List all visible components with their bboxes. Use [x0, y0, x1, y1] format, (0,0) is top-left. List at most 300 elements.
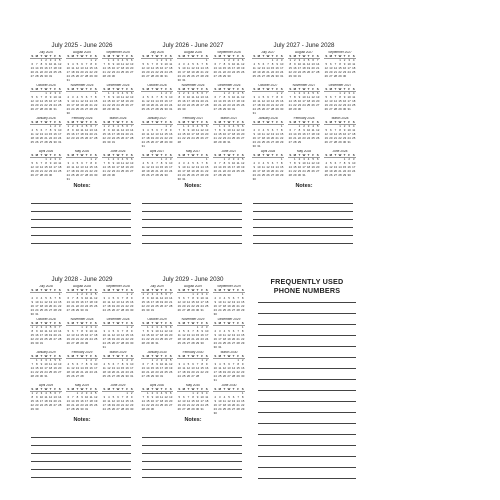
- weekday-label: T: [196, 288, 199, 292]
- day-cell: 13: [89, 129, 93, 133]
- day-grid: [324, 154, 356, 178]
- month-name: January 2029: [36, 351, 56, 354]
- day-cell: 10: [102, 334, 106, 338]
- day-cell: 14: [195, 367, 200, 371]
- day-cell: 26: [30, 173, 34, 177]
- day-cell: 23: [195, 304, 200, 308]
- day-cell: 24: [218, 308, 222, 312]
- day-cell: 6: [232, 297, 235, 301]
- day-cell: 14: [120, 400, 125, 404]
- day-cell: 24: [200, 403, 204, 407]
- day-cell: 19: [182, 337, 186, 341]
- day-cell: 30: [252, 144, 256, 148]
- day-cell: 7: [117, 363, 119, 367]
- weekday-label: F: [312, 153, 315, 157]
- weekday-label: S: [94, 153, 97, 157]
- day-cell: 10: [102, 400, 106, 404]
- day-cell: 17: [39, 400, 44, 404]
- day-cell: 27: [231, 407, 236, 411]
- day-cell: 18: [231, 133, 236, 137]
- month-calendar: [30, 84, 62, 115]
- day-cell: 16: [177, 169, 181, 173]
- weekday-label: S: [214, 354, 217, 358]
- weekday-label: W: [116, 120, 120, 124]
- day-cell: 18: [222, 403, 227, 407]
- day-grid: [324, 55, 356, 79]
- day-cell: 21: [146, 370, 150, 374]
- day-cell: 17: [182, 169, 186, 173]
- weekday-label: F: [276, 54, 279, 58]
- day-cell: 4: [121, 92, 124, 96]
- day-cell: 18: [155, 301, 159, 305]
- day-cell: 5: [147, 96, 149, 100]
- day-cell: 12: [177, 400, 181, 404]
- day-cell: 24: [53, 169, 57, 173]
- day-cell: 24: [75, 136, 80, 140]
- day-cell: 28: [58, 403, 62, 407]
- month-calendar: [213, 384, 245, 415]
- day-cell: 17: [75, 133, 80, 137]
- day-cell: 4: [40, 297, 43, 301]
- day-cell: 19: [227, 337, 231, 341]
- day-cell: 4: [90, 392, 92, 396]
- month-name: April 2030: [149, 384, 165, 387]
- day-cell: 3: [303, 158, 305, 162]
- day-cell: 9: [108, 129, 110, 133]
- day-cell: 29: [30, 407, 34, 411]
- day-cell: 2: [223, 125, 226, 129]
- day-cell: 5: [330, 162, 332, 166]
- month-calendar: [30, 318, 62, 349]
- day-cell: 6: [130, 92, 133, 96]
- weekday-label: W: [44, 354, 48, 358]
- day-cell: 18: [89, 400, 93, 404]
- day-cell: 5: [316, 125, 319, 129]
- weekday-label: F: [54, 321, 57, 325]
- day-cell: 24: [89, 337, 93, 341]
- day-cell: 7: [237, 297, 239, 301]
- day-cell: 20: [30, 70, 34, 74]
- day-cell: 2: [187, 125, 190, 129]
- day-grid: [177, 55, 209, 82]
- day-cell: 6: [196, 162, 199, 166]
- day-cell: 27: [53, 403, 57, 407]
- weekday-label: M: [35, 153, 39, 157]
- day-cell: 19: [222, 370, 227, 374]
- day-cell: 13: [213, 166, 217, 170]
- weekday-label: W: [44, 120, 48, 124]
- day-cell: 25: [231, 136, 236, 140]
- day-cell: 25: [58, 169, 62, 173]
- day-cell: 4: [160, 392, 163, 396]
- weekday-label: W: [227, 354, 231, 358]
- day-cell: 4: [192, 92, 194, 96]
- month-name: August 2025: [73, 51, 91, 54]
- day-cell: 2: [241, 359, 244, 363]
- day-cell: 4: [45, 326, 47, 330]
- day-cell: 15: [48, 133, 53, 137]
- month-name: April 2028: [260, 150, 276, 153]
- day-cell: 16: [80, 301, 84, 305]
- day-cell: 15: [125, 400, 129, 404]
- day-cell: 25: [177, 341, 181, 345]
- day-cell: 1: [126, 293, 128, 297]
- day-cell: 17: [213, 370, 217, 374]
- day-cell: 6: [196, 63, 199, 67]
- weekday-label: S: [31, 153, 34, 157]
- day-cell: 12: [257, 67, 261, 71]
- weekday-label: S: [178, 87, 181, 91]
- day-cell: 11: [71, 67, 75, 71]
- day-grid: [66, 289, 98, 313]
- month-name: July 2028: [39, 285, 53, 288]
- day-cell: 25: [191, 103, 195, 107]
- day-cell: 9: [160, 63, 163, 67]
- day-cell: 22: [275, 103, 279, 107]
- day-cell: 17: [252, 103, 256, 107]
- day-cell: 6: [214, 63, 217, 67]
- day-cell: 3: [258, 162, 260, 166]
- day-cell: 2: [54, 125, 56, 129]
- day-cell: 19: [186, 370, 191, 374]
- month-name: February 2026: [71, 117, 93, 120]
- day-cell: 19: [30, 169, 34, 173]
- day-cell: 1: [85, 359, 88, 363]
- day-cell: 4: [121, 59, 124, 63]
- day-cell: 20: [288, 136, 292, 140]
- day-cell: 8: [90, 162, 92, 166]
- weekday-label: T: [196, 153, 199, 157]
- day-cell: 3: [219, 330, 221, 334]
- weekday-label: W: [155, 354, 159, 358]
- day-cell: 5: [267, 129, 269, 133]
- day-cell: 31: [141, 144, 145, 148]
- phone-line: [258, 478, 356, 479]
- day-cell: 9: [130, 396, 133, 400]
- weekday-label: S: [103, 288, 106, 292]
- day-cell: 10: [280, 63, 284, 67]
- day-cell: 28: [44, 140, 48, 144]
- day-cell: 21: [288, 103, 292, 107]
- day-cell: 5: [85, 125, 88, 129]
- day-cell: 18: [352, 133, 356, 137]
- day-cell: 23: [150, 403, 155, 407]
- day-cell: 11: [205, 396, 209, 400]
- weekday-label: S: [316, 54, 319, 58]
- day-cell: 11: [222, 400, 226, 404]
- day-cell: 17: [84, 301, 89, 305]
- panel-title: July 2027 - June 2028: [273, 42, 335, 49]
- day-cell: 26: [236, 136, 240, 140]
- day-cell: 11: [30, 133, 34, 137]
- day-cell: 28: [75, 341, 80, 345]
- day-cell: 17: [347, 67, 351, 71]
- day-cell: 28: [333, 107, 338, 111]
- day-cell: 1: [76, 392, 79, 396]
- month-name: December 2025: [106, 84, 130, 87]
- day-cell: 28: [146, 374, 150, 378]
- month-name: September 2029: [217, 285, 241, 288]
- day-cell: 7: [31, 363, 34, 367]
- day-cell: 11: [141, 100, 145, 104]
- day-cell: 30: [200, 341, 204, 345]
- day-cell: 3: [348, 125, 350, 129]
- note-line: [142, 453, 242, 454]
- day-cell: 7: [276, 129, 278, 133]
- weekday-label: T: [112, 120, 115, 124]
- day-grid: [66, 55, 98, 82]
- day-cell: 21: [288, 169, 292, 173]
- month-name: May 2028: [297, 150, 311, 153]
- day-grid: [213, 322, 245, 349]
- day-cell: 13: [130, 63, 134, 67]
- weekday-label: F: [165, 288, 168, 292]
- month-calendar: [213, 150, 245, 181]
- weekday-label: T: [262, 120, 265, 124]
- day-cell: 11: [311, 129, 315, 133]
- day-grid: [177, 355, 209, 379]
- day-cell: 14: [333, 100, 338, 104]
- day-cell: 25: [195, 136, 200, 140]
- day-cell: 5: [160, 293, 163, 297]
- day-cell: 22: [48, 136, 53, 140]
- day-cell: 15: [58, 301, 62, 305]
- weekday-label: S: [142, 120, 145, 124]
- day-cell: 13: [66, 301, 70, 305]
- day-cell: 6: [117, 297, 119, 301]
- day-cell: 16: [30, 304, 34, 308]
- month-name: June 2030: [221, 384, 237, 387]
- weekday-label: W: [266, 87, 270, 91]
- day-cell: 3: [45, 359, 47, 363]
- day-cell: 28: [155, 173, 159, 177]
- day-cell: 3: [298, 59, 301, 63]
- day-cell: 29: [241, 407, 245, 411]
- day-cell: 23: [125, 370, 129, 374]
- day-cell: 25: [186, 74, 191, 78]
- day-cell: 28: [275, 140, 279, 144]
- day-cell: 1: [241, 293, 244, 297]
- day-cell: 30: [177, 177, 181, 181]
- day-cell: 28: [102, 107, 106, 111]
- day-cell: 10: [116, 162, 120, 166]
- day-cell: 27: [195, 173, 200, 177]
- day-cell: 17: [111, 133, 116, 137]
- day-cell: 25: [236, 103, 240, 107]
- day-cell: 19: [107, 370, 111, 374]
- day-cell: 23: [44, 70, 48, 74]
- day-cell: 11: [236, 96, 240, 100]
- notes-label: Notes:: [73, 417, 91, 423]
- day-cell: 22: [141, 304, 145, 308]
- day-cell: 20: [146, 70, 150, 74]
- day-cell: 4: [156, 293, 158, 297]
- day-cell: 15: [107, 166, 111, 170]
- day-cell: 12: [58, 63, 62, 67]
- day-cell: 14: [169, 297, 173, 301]
- day-cell: 12: [311, 96, 315, 100]
- weekday-label: S: [325, 87, 328, 91]
- day-cell: 10: [53, 162, 57, 166]
- day-cell: 26: [146, 173, 150, 177]
- day-cell: 6: [117, 396, 119, 400]
- weekday-label: T: [112, 354, 115, 358]
- day-cell: 12: [94, 396, 98, 400]
- day-cell: 2: [165, 92, 167, 96]
- day-cell: 10: [116, 96, 120, 100]
- month-grid: [30, 51, 134, 181]
- weekday-label: W: [116, 354, 120, 358]
- day-cell: 14: [35, 67, 39, 71]
- weekday-label: W: [191, 153, 195, 157]
- day-cell: 20: [261, 70, 266, 74]
- day-cell: 30: [80, 407, 84, 411]
- day-cell: 5: [312, 158, 314, 162]
- day-cell: 1: [108, 59, 110, 63]
- day-cell: 3: [205, 326, 208, 330]
- month-name: September 2025: [106, 51, 130, 54]
- day-cell: 1: [280, 125, 283, 129]
- day-cell: 1: [58, 293, 61, 297]
- day-cell: 15: [141, 301, 145, 305]
- day-cell: 8: [294, 96, 296, 100]
- day-cell: 29: [222, 173, 227, 177]
- day-cell: 29: [222, 107, 227, 111]
- day-cell: 19: [53, 367, 57, 371]
- day-cell: 9: [112, 96, 115, 100]
- month-calendar: [102, 84, 134, 115]
- month-calendar: [213, 117, 245, 148]
- day-cell: 8: [81, 330, 83, 334]
- day-cell: 30: [342, 107, 347, 111]
- day-cell: 30: [227, 173, 231, 177]
- day-cell: 27: [48, 308, 53, 312]
- day-cell: 14: [218, 100, 222, 104]
- day-cell: 5: [201, 125, 203, 129]
- day-cell: 29: [125, 341, 129, 345]
- day-cell: 1: [142, 293, 145, 297]
- day-cell: 25: [222, 341, 227, 345]
- note-line: [253, 235, 353, 236]
- day-cell: 22: [280, 136, 284, 140]
- day-cell: 8: [151, 363, 154, 367]
- weekday-label: S: [142, 387, 145, 391]
- weekday-label: T: [40, 153, 43, 157]
- day-cell: 15: [191, 301, 195, 305]
- day-cell: 10: [159, 363, 164, 367]
- day-cell: 19: [30, 103, 34, 107]
- day-cell: 5: [94, 293, 97, 297]
- day-cell: 17: [191, 133, 195, 137]
- day-cell: 14: [333, 67, 338, 71]
- day-cell: 24: [302, 103, 306, 107]
- weekday-label: S: [67, 54, 70, 58]
- day-cell: 22: [241, 403, 245, 407]
- note-line: [31, 445, 131, 446]
- day-cell: 6: [330, 63, 332, 67]
- day-cell: 13: [75, 367, 80, 371]
- day-cell: 21: [275, 169, 279, 173]
- day-cell: 14: [270, 100, 275, 104]
- day-cell: 29: [293, 173, 297, 177]
- day-cell: 10: [177, 367, 181, 371]
- day-cell: 23: [94, 169, 98, 173]
- weekday-label: F: [201, 321, 204, 325]
- month-grid: [252, 51, 356, 181]
- day-cell: 4: [312, 125, 314, 129]
- weekday-label: S: [241, 54, 244, 58]
- weekday-label: F: [54, 387, 57, 391]
- day-cell: 21: [35, 70, 39, 74]
- phone-line: [258, 423, 356, 424]
- weekday-label: M: [107, 120, 111, 124]
- day-cell: 20: [311, 67, 315, 71]
- day-cell: 2: [298, 92, 301, 96]
- weekday-label: S: [241, 354, 244, 358]
- day-cell: 5: [228, 330, 230, 334]
- day-cell: 31: [169, 107, 173, 111]
- weekday-label: M: [146, 153, 150, 157]
- day-cell: 5: [223, 363, 226, 367]
- day-cell: 14: [141, 400, 145, 404]
- day-cell: 10: [169, 96, 173, 100]
- day-cell: 13: [164, 297, 168, 301]
- day-cell: 3: [228, 125, 230, 129]
- month-name: December 2028: [106, 318, 130, 321]
- day-cell: 7: [40, 162, 43, 166]
- day-cell: 13: [53, 396, 57, 400]
- weekday-label: T: [223, 153, 226, 157]
- day-cell: 14: [177, 133, 181, 137]
- weekday-label: T: [187, 387, 190, 391]
- day-cell: 4: [205, 293, 208, 297]
- weekday-label: F: [348, 54, 351, 58]
- day-cell: 19: [125, 166, 129, 170]
- day-cell: 15: [200, 367, 204, 371]
- weekday-label: W: [116, 288, 120, 292]
- day-cell: 7: [103, 96, 106, 100]
- note-line: [142, 437, 242, 438]
- day-cell: 29: [107, 173, 111, 177]
- day-cell: 21: [75, 337, 80, 341]
- day-cell: 11: [146, 133, 150, 137]
- day-cell: 15: [164, 133, 168, 137]
- weekday-label: M: [218, 153, 222, 157]
- weekday-label: T: [232, 387, 235, 391]
- day-cell: 1: [289, 59, 292, 63]
- weekday-label: T: [40, 54, 43, 58]
- day-cell: 19: [125, 100, 129, 104]
- day-cell: 25: [120, 103, 125, 107]
- day-cell: 27: [30, 74, 34, 78]
- weekday-label: T: [151, 153, 154, 157]
- weekday-label: W: [155, 321, 159, 325]
- weekday-label: F: [90, 321, 93, 325]
- day-cell: 11: [261, 166, 265, 170]
- day-cell: 23: [150, 337, 155, 341]
- day-cell: 9: [156, 363, 158, 367]
- day-cell: 22: [241, 337, 245, 341]
- day-cell: 11: [182, 367, 186, 371]
- weekday-label: F: [54, 120, 57, 124]
- day-cell: 17: [53, 100, 57, 104]
- day-cell: 16: [48, 166, 53, 170]
- month-calendar: [213, 51, 245, 82]
- note-line: [142, 477, 242, 478]
- day-cell: 16: [111, 67, 116, 71]
- day-cell: 25: [164, 370, 168, 374]
- day-cell: 26: [125, 103, 129, 107]
